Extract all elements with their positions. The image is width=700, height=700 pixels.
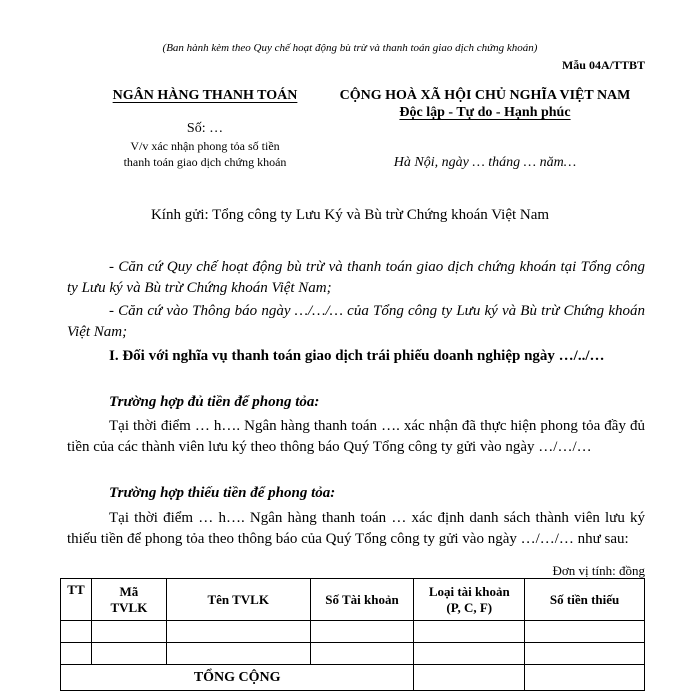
table-total-row bbox=[61, 665, 645, 691]
table-row bbox=[61, 643, 645, 665]
table-header-row bbox=[61, 579, 645, 621]
case-insufficient-heading: Trường hợp thiếu tiền để phong tỏa: bbox=[109, 485, 336, 501]
form-code: Mẫu 04A/TTBT bbox=[561, 58, 645, 72]
header-account-number: Số Tài khoản bbox=[310, 579, 414, 621]
basis-paragraph-1: - Căn cứ Quy chế hoạt động bù trừ và thanh toán giao dịch chứng khoán tại Tổng công ty Lưu ký và Bù trừ Chứng khoán Việt Nam; bbox=[67, 259, 645, 296]
national-motto: Độc lập - Tự do - Hạnh phúc bbox=[399, 105, 571, 120]
header-member-code bbox=[91, 579, 166, 621]
header-member-code-line2: TVLK bbox=[110, 599, 148, 615]
place-date: Hà Nội, ngày … tháng … năm… bbox=[393, 155, 577, 170]
header-shortfall-amount: Số tiền thiếu bbox=[525, 579, 645, 621]
basis-paragraph-2: - Căn cứ vào Thông báo ngày …/…/… của Tổng công ty Lưu ký và Bù trừ Chứng khoán Việt Nam; bbox=[67, 303, 645, 340]
greeting: Kính gửi: Tổng công ty Lưu Ký và Bù trừ Chứng khoán Việt Nam bbox=[150, 207, 550, 223]
header-account-type-line2: (P, C, F) bbox=[446, 599, 493, 615]
section-heading: I. Đối với nghĩa vụ thanh toán giao dịch trái phiếu doanh nghiệp ngày …/../… bbox=[109, 348, 605, 364]
subject-line-2: thanh toán giao dịch chứng khoán bbox=[123, 155, 287, 169]
total-label: TỔNG CỘNG bbox=[61, 665, 414, 691]
bank-name: NGÂN HÀNG THANH TOÁN bbox=[112, 88, 298, 103]
country-name: CỘNG HOÀ XÃ HỘI CHỦ NGHĨA VIỆT NAM bbox=[339, 88, 631, 103]
unit-label: Đơn vị tính: đồng bbox=[552, 563, 645, 578]
header-member-name: Tên TVLK bbox=[166, 579, 310, 621]
case-insufficient-text: Tại thời điểm … h…. Ngân hàng thanh toán … xác định danh sách thành viên lưu ký thiếu tiền để phong tỏa theo thông báo của Quý Tổng công ty gửi vào ngày …/…/… như sau: bbox=[67, 510, 645, 547]
case-sufficient-heading: Trường hợp đủ tiền để phong tỏa: bbox=[109, 394, 320, 410]
case-sufficient-text: Tại thời điểm … h…. Ngân hàng thanh toán …. xác nhận đã thực hiện phong tỏa đầy đủ tiền của các thành viên lưu ký theo thông báo Quý Tổng công ty gửi vào ngày …/…/… bbox=[67, 418, 645, 455]
shortfall-table bbox=[60, 578, 645, 691]
header-member-code-line1: Mã bbox=[119, 583, 139, 599]
table-row bbox=[61, 621, 645, 643]
header-account-type-line1: Loại tài khoản bbox=[428, 583, 510, 599]
subject-line-1: V/v xác nhận phong tỏa số tiền bbox=[130, 139, 280, 153]
header-tt: TT bbox=[61, 579, 92, 621]
issuance-note: (Ban hành kèm theo Quy chế hoạt động bù trừ và thanh toán giao dịch chứng khoán) bbox=[162, 42, 538, 54]
document-number: Số: … bbox=[186, 121, 224, 136]
header-account-type bbox=[414, 579, 525, 621]
